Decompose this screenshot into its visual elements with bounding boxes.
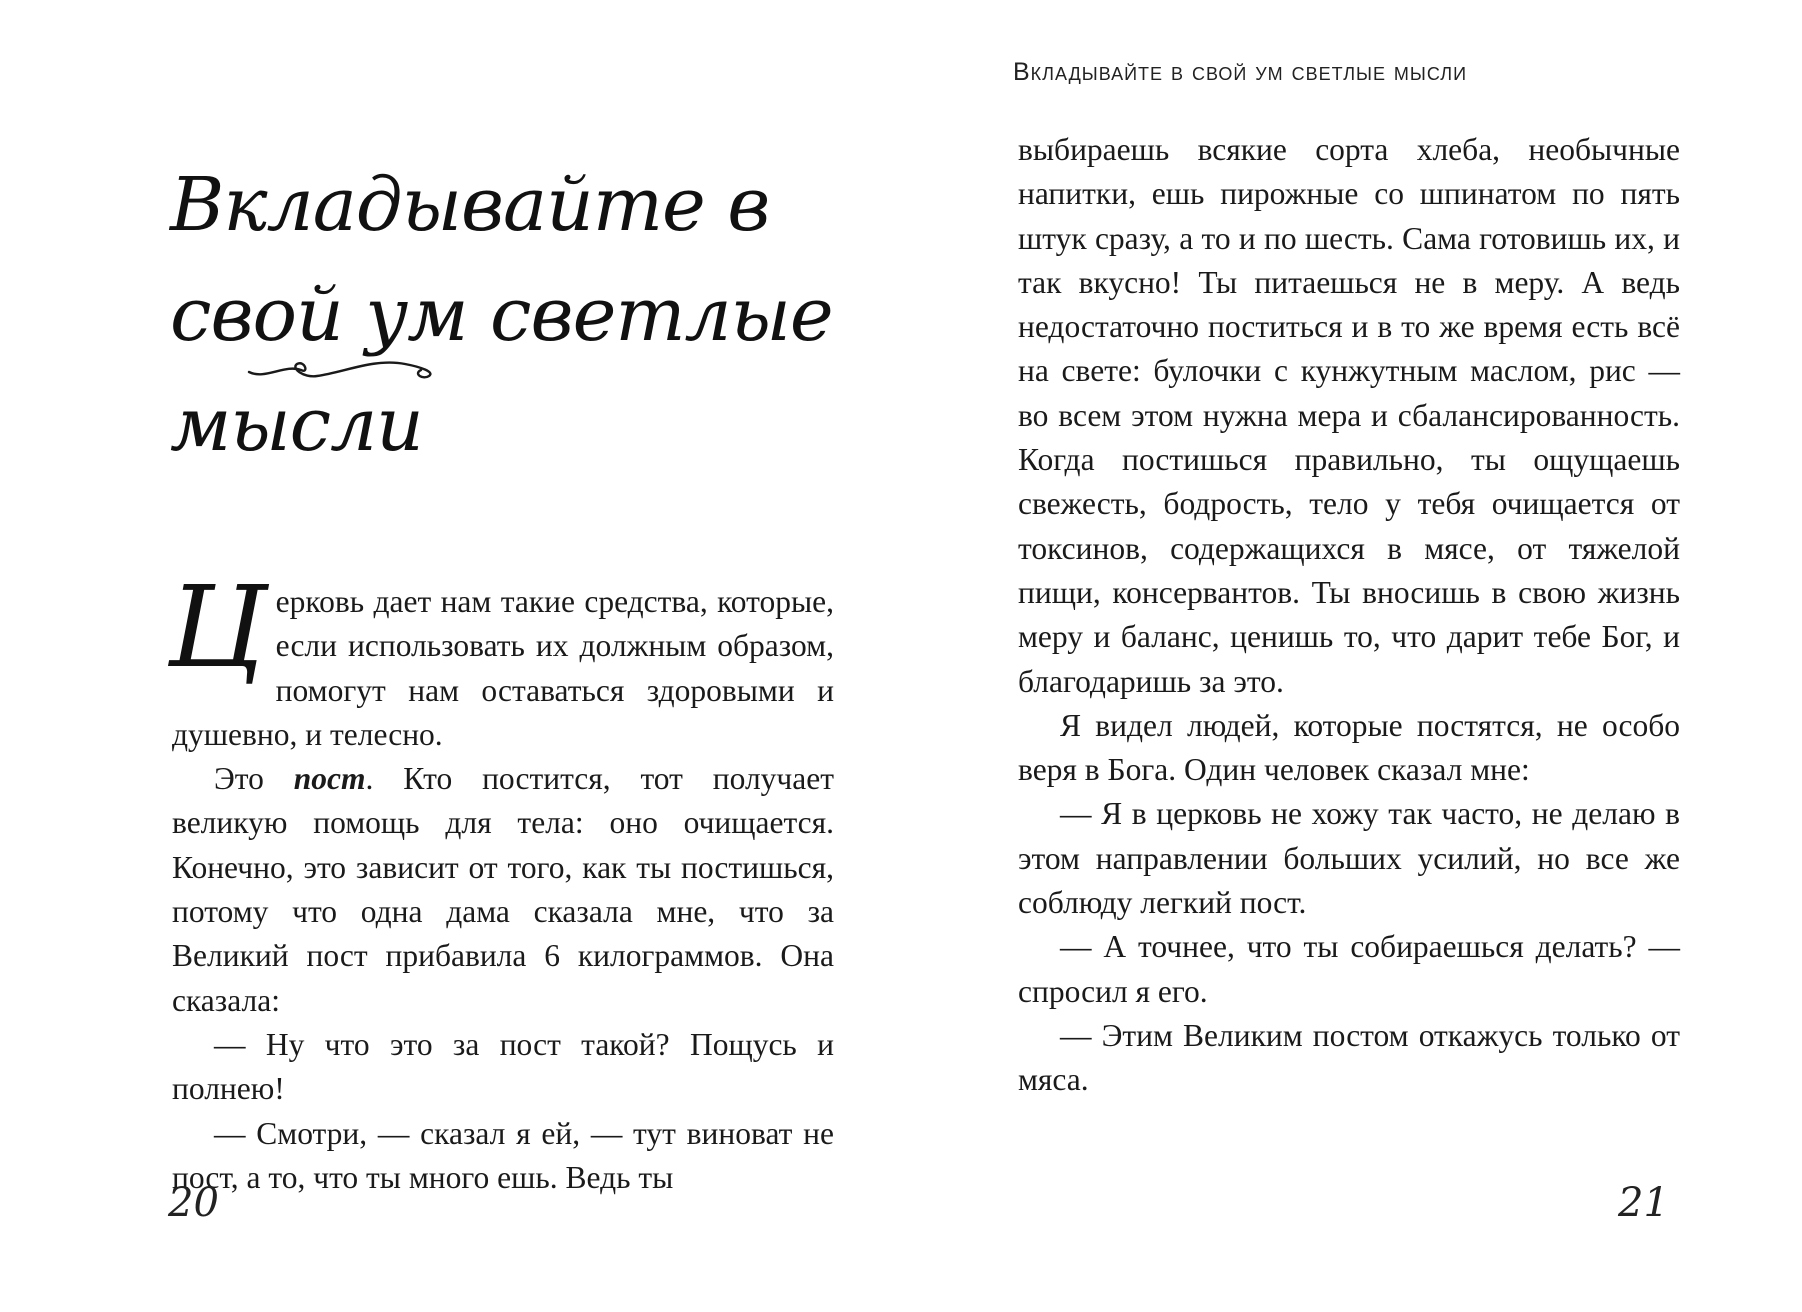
paragraph: — А точнее, что ты собираешься делать? — спросил я его. bbox=[1018, 929, 1680, 1009]
paragraph: — Этим Великим постом откажусь только от мяса. bbox=[1018, 1017, 1680, 1098]
paragraph-text: . Кто постится, тот получает великую помощь для тела: оно очищается. Конечно, это зависит от того, как ты постишься, потому что одна дама сказала мне, что за Великий пост прибавила 6 килограммов. Она сказала: bbox=[172, 761, 834, 1018]
running-head: Вкладывайте в свой ум светлые мысли bbox=[1013, 58, 1468, 86]
paragraph: — Я в церковь не хожу так часто, не делаю в этом направлении больших усилий, но все же соблюду легкий пост. bbox=[1018, 796, 1680, 921]
paragraph bbox=[168, 563, 834, 757]
paragraph: Я видел людей, которые постятся, не особо веря в Бога. Один человек сказал мне: bbox=[1018, 707, 1680, 788]
paragraph bbox=[172, 757, 834, 1023]
drop-cap: Ц bbox=[168, 563, 266, 693]
right-body-text bbox=[1018, 128, 1680, 1103]
paragraph: — Ну что это за пост такой? Пощусь и полнею! bbox=[172, 1026, 834, 1107]
page-number: 21 bbox=[1618, 1180, 1669, 1226]
paragraph-text: Это bbox=[214, 761, 294, 797]
chapter-title: Вкладывайте в свой ум светлые мысли bbox=[170, 162, 833, 468]
emphasis-text: пост bbox=[293, 761, 366, 797]
ornamental-flourish-icon bbox=[245, 350, 445, 386]
page-number: 20 bbox=[168, 1180, 219, 1226]
left-body-text bbox=[168, 563, 834, 1200]
left-page bbox=[0, 0, 900, 1312]
paragraph: — Смотри, — сказал я ей, — тут виноват не пост, а то, что ты много ешь. Ведь ты bbox=[172, 1115, 834, 1195]
paragraph: выбираешь всякие сорта хлеба, необычные напитки, ешь пирожные со шпинатом по пять штук сразу, а то и по шесть. Сама готовишь их, и так вкусно! Ты питаешься не в меру. А ведь недостаточно поститься и в то же время есть всё на свете: булочки с кунжутным маслом, рис — во всем этом нужна мера и сбалансированность. Когда постишься правильно, ты ощущаешь свежесть, бодрость, тело у тебя очищается от токсинов, содержащихся в мясе, от тяжелой пищи, консервантов. Ты вносишь в свою жизнь меру и баланс, ценишь то, что дарит тебе Бог, и благодаришь за это. bbox=[1018, 132, 1680, 699]
right-page bbox=[900, 0, 1802, 1312]
paragraph-text: ерковь дает нам такие средства, которые, если использовать их должным образом, помогут нам оставаться здоровыми и душевно, и телесно. bbox=[172, 584, 834, 752]
